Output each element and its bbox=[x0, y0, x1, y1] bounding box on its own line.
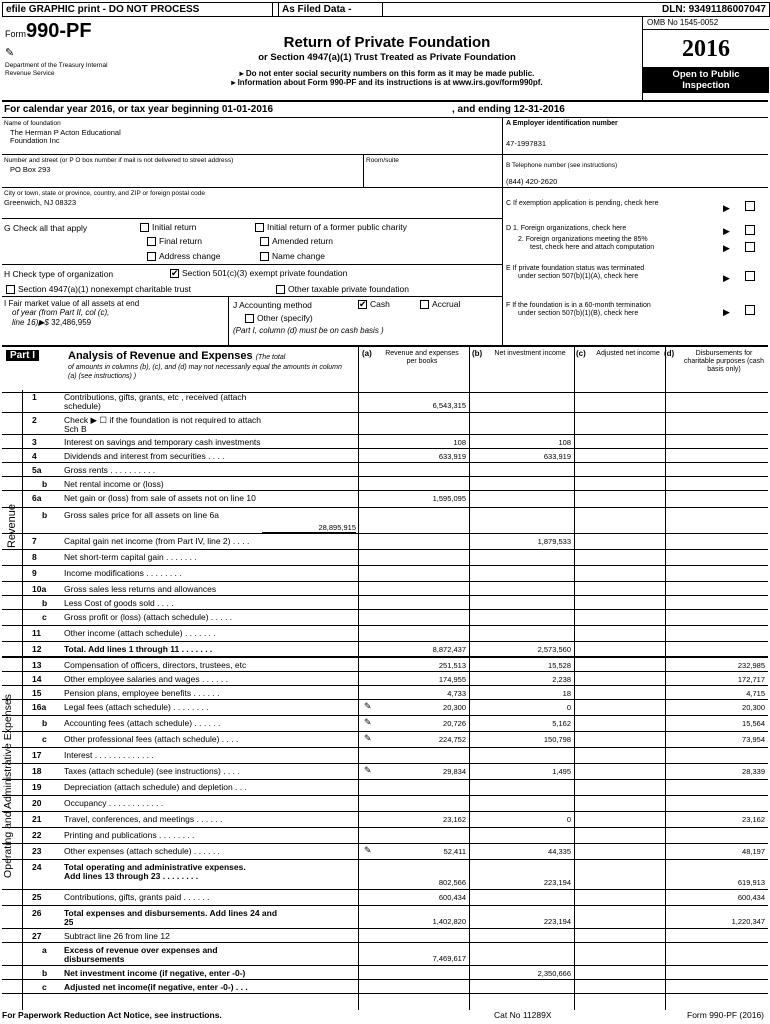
arrow-icon: ▶ bbox=[723, 243, 730, 253]
table-row bbox=[2, 686, 768, 700]
line-label: Accounting fees (attach schedule) . . . . . . bbox=[64, 718, 221, 728]
col-b-header: (b) Net investment income bbox=[472, 349, 566, 358]
cell-col-a: 52,411 bbox=[443, 847, 466, 856]
j-note: (Part I, column (d) must be on cash basis ) bbox=[233, 326, 384, 335]
line-label: Other expenses (attach schedule) . . . . . . bbox=[64, 846, 220, 856]
cell-col-d: 619,913 bbox=[737, 878, 765, 887]
line-label: Capital gain net income (from Part IV, line 2) . . . . bbox=[64, 536, 250, 546]
part1-label: Part I bbox=[6, 350, 39, 361]
line-number: 7 bbox=[32, 536, 37, 546]
line-number: 1 bbox=[32, 392, 37, 402]
line-label: Gross profit or (loss) (attach schedule) . . . . . bbox=[64, 612, 233, 622]
table-row bbox=[2, 716, 768, 732]
cell-col-b: 223,194 bbox=[543, 878, 571, 887]
line-label: Contributions, gifts, grants paid . . . . . . bbox=[64, 892, 210, 902]
table-row bbox=[2, 672, 768, 686]
line-label: Gross rents . . . . . . . . . . bbox=[64, 465, 156, 475]
line-number: 25 bbox=[32, 892, 42, 902]
form-subtitle: or Section 4947(a)(1) Trust Treated as Private Foundation bbox=[258, 52, 516, 63]
name-change-option[interactable]: Name change bbox=[260, 251, 325, 261]
part1-title: Analysis of Revenue and Expenses (The total bbox=[68, 350, 286, 362]
tax-year: 2016 bbox=[682, 36, 730, 62]
fmv-label-1: I Fair market value of all assets at end bbox=[4, 299, 140, 308]
table-row bbox=[2, 449, 768, 463]
form-header bbox=[2, 16, 768, 102]
footer bbox=[2, 1010, 768, 1020]
line-number: 4 bbox=[32, 451, 37, 461]
part1-subtitle: of amounts in columns (b), (c), and (d) may not necessarily equal the amounts in column (a) (see instructions) ) bbox=[68, 364, 342, 380]
line-label: Other employee salaries and wages . . . . . . bbox=[64, 674, 228, 684]
table-row bbox=[2, 943, 768, 966]
cell-col-d: 28,339 bbox=[742, 767, 765, 776]
line-number: c bbox=[42, 612, 47, 622]
table-row bbox=[2, 610, 768, 626]
f-label-2: under section 507(b)(1)(B), check here bbox=[518, 310, 639, 317]
table-row bbox=[2, 980, 768, 994]
form-footer-label: Form 990-PF (2016) bbox=[687, 1010, 764, 1020]
cell-col-b: 2,238 bbox=[552, 675, 571, 684]
cell-col-a: 802,566 bbox=[438, 878, 466, 887]
line-label: Gross sales less returns and allowances bbox=[64, 584, 217, 594]
attachment-icon[interactable]: ✎ bbox=[364, 845, 372, 855]
fmv-label-3: line 16)▶$ 32,486,959 bbox=[12, 318, 92, 327]
arrow-icon: ▶ bbox=[723, 273, 730, 283]
line-label: Income modifications . . . . . . . . bbox=[64, 568, 182, 578]
line-number: 8 bbox=[32, 552, 37, 562]
cell-col-d: 48,197 bbox=[742, 847, 765, 856]
line-label: Total operating and administrative expenses. bbox=[64, 862, 246, 872]
d2-label-b: test, check here and attach computation bbox=[530, 244, 655, 251]
line-number: a bbox=[42, 945, 47, 955]
line-label: Adjusted net income(if negative, enter -0-) . . . bbox=[64, 982, 248, 992]
line-number: 9 bbox=[32, 568, 37, 578]
table-row bbox=[2, 860, 768, 890]
cell-col-a: 224,752 bbox=[438, 735, 466, 744]
cell-col-b: 1,879,533 bbox=[537, 537, 571, 546]
line-number: 2 bbox=[32, 415, 37, 425]
line-label: Other professional fees (attach schedule) . . . . bbox=[64, 734, 239, 744]
line-number: 11 bbox=[32, 628, 41, 638]
form-number: Form990-PF bbox=[5, 20, 92, 42]
h-501c3-option[interactable]: ✔ Section 501(c)(3) exempt private foundation bbox=[171, 268, 348, 279]
cell-col-a: 251,513 bbox=[438, 661, 466, 670]
line-number: 23 bbox=[32, 846, 42, 856]
as-filed-label: As Filed Data - bbox=[278, 3, 383, 16]
cell-col-b: 150,798 bbox=[543, 735, 571, 744]
table-row bbox=[2, 780, 768, 796]
phone-value: (844) 420-2620 bbox=[506, 177, 558, 186]
cell-col-a: 20,726 bbox=[443, 719, 466, 728]
omb-box bbox=[642, 16, 769, 100]
table-row bbox=[2, 626, 768, 642]
ein-label: A Employer identification number bbox=[506, 120, 618, 127]
line-label: Net investment income (if negative, enter -0-) bbox=[64, 968, 246, 978]
title-block bbox=[132, 34, 642, 87]
line-number: 6a bbox=[32, 493, 42, 503]
line-label: Pension plans, employee benefits . . . . . . bbox=[64, 688, 220, 698]
cell-col-a: 20,300 bbox=[443, 703, 466, 712]
fmv-label-2: of year (from Part II, col (c), bbox=[12, 308, 110, 317]
d1-checkbox[interactable] bbox=[745, 225, 755, 235]
col-c-header: (c) Adjusted net income bbox=[576, 349, 660, 358]
line-label: Taxes (attach schedule) (see instructions) . . . . bbox=[64, 766, 240, 776]
line-label-continued: Sch B bbox=[64, 424, 87, 434]
table-row bbox=[2, 477, 768, 491]
table-row bbox=[2, 658, 768, 672]
h-other-option[interactable]: Other taxable private foundation bbox=[276, 284, 409, 294]
street-label: Number and street (or P O box number if mail is not delivered to street address) bbox=[4, 157, 234, 164]
line-label: Net rental income or (loss) bbox=[64, 479, 164, 489]
cell-col-a: 6,543,315 bbox=[432, 401, 466, 410]
table-row bbox=[2, 642, 768, 658]
street-value: PO Box 293 bbox=[10, 165, 51, 174]
line-number: b bbox=[42, 968, 48, 978]
line-number: 16a bbox=[32, 702, 47, 712]
line-number: c bbox=[42, 982, 47, 992]
line-label: Interest on savings and temporary cash investments bbox=[64, 437, 261, 447]
cash-option[interactable]: ✔ Cash bbox=[359, 299, 390, 310]
cell-col-b: 18 bbox=[562, 689, 571, 698]
line-number: 3 bbox=[32, 437, 37, 447]
line-label-continued: 25 bbox=[64, 917, 74, 927]
city-value: Greenwich, NJ 08323 bbox=[4, 198, 77, 207]
d1-label: D 1. Foreign organizations, check here bbox=[506, 225, 627, 232]
col-a-header: (a) Revenue and expenses per books bbox=[362, 349, 459, 365]
table-row bbox=[2, 906, 768, 929]
table-row bbox=[2, 844, 768, 860]
efile-label: efile GRAPHIC print - DO NOT PROCESS bbox=[3, 3, 273, 16]
attachment-icon[interactable]: ✎ bbox=[364, 733, 372, 743]
attachment-icon[interactable]: ✎ bbox=[364, 701, 372, 711]
line-number: 14 bbox=[32, 674, 42, 684]
line-number: 21 bbox=[32, 814, 42, 824]
e-checkbox[interactable] bbox=[745, 271, 755, 281]
department-label: Department of the Treasury Internal Revenue Service bbox=[5, 62, 108, 77]
ssn-notice: ▸ Do not enter social security numbers on this form as it may be made public. bbox=[239, 69, 535, 78]
foundation-name-1: The Herman P Acton Educational bbox=[10, 128, 121, 137]
table-row bbox=[2, 929, 768, 943]
fmv-value: 32,486,959 bbox=[51, 318, 92, 327]
line-number: 15 bbox=[32, 688, 42, 698]
foundation-name-2: Foundation Inc bbox=[10, 136, 60, 145]
cell-col-b: 15,528 bbox=[548, 661, 571, 670]
top-banner bbox=[2, 2, 770, 17]
line-label: Gross sales price for all assets on line 6a bbox=[64, 510, 219, 520]
public-inspection-badge: Open to Public Inspection bbox=[643, 67, 769, 93]
line-label: Travel, conferences, and meetings . . . . . . bbox=[64, 814, 223, 824]
e-label-2: under section 507(b)(1)(A), check here bbox=[518, 273, 639, 280]
cell-col-a: 4,733 bbox=[447, 689, 466, 698]
paperwork-notice: For Paperwork Reduction Act Notice, see instructions. bbox=[2, 1010, 222, 1020]
other-method-option[interactable]: Other (specify) bbox=[245, 313, 313, 323]
line-label: Interest . . . . . . . . . . . . . bbox=[64, 750, 154, 760]
form-title: Return of Private Foundation bbox=[283, 34, 491, 51]
line-label-continued: disbursements bbox=[64, 954, 125, 964]
cell-col-a: 174,955 bbox=[438, 675, 466, 684]
j-label: J Accounting method bbox=[233, 300, 312, 310]
cell-col-b: 5,162 bbox=[552, 719, 571, 728]
cell-col-a: 7,469,617 bbox=[432, 954, 466, 963]
line-number: b bbox=[42, 510, 48, 520]
cell-col-a: 29,834 bbox=[443, 767, 466, 776]
line-label: Depreciation (attach schedule) and depletion . . . bbox=[64, 782, 247, 792]
cell-col-d: 15,564 bbox=[742, 719, 765, 728]
f-checkbox[interactable] bbox=[745, 305, 755, 315]
table-row bbox=[2, 812, 768, 828]
part1-header bbox=[2, 345, 768, 393]
table-row bbox=[2, 566, 768, 582]
table-row bbox=[2, 435, 768, 449]
cell-col-a: 600,434 bbox=[438, 893, 466, 902]
line-label: Contributions, gifts, grants, etc , received (attach bbox=[64, 392, 247, 402]
table-row bbox=[2, 491, 768, 508]
cell-col-d: 4,715 bbox=[746, 689, 765, 698]
ein-value: 47-1997831 bbox=[506, 139, 547, 148]
table-row bbox=[2, 764, 768, 780]
cell-col-b: 44,335 bbox=[548, 847, 571, 856]
line-number: b bbox=[42, 479, 48, 489]
cell-col-d: 172,717 bbox=[737, 675, 765, 684]
cell-col-b: 633,919 bbox=[543, 452, 571, 461]
table-row bbox=[2, 390, 768, 413]
cell-col-d: 232,985 bbox=[737, 661, 765, 670]
cell-col-b: 0 bbox=[566, 815, 571, 824]
attachment-icon: ✎ bbox=[5, 47, 15, 59]
attachment-icon[interactable]: ✎ bbox=[364, 765, 372, 775]
line-number: 20 bbox=[32, 798, 42, 808]
table-row bbox=[2, 508, 768, 534]
line-label: Compensation of officers, directors, trustees, etc bbox=[64, 660, 247, 670]
table-row bbox=[2, 748, 768, 764]
line-label: Occupancy . . . . . . . . . . . . bbox=[64, 798, 164, 808]
cell-col-b: 1,495 bbox=[552, 767, 571, 776]
revenue-side-label: Revenue bbox=[6, 503, 18, 549]
line-label: Net short-term capital gain . . . . . . . bbox=[64, 552, 197, 562]
foundation-name-label: Name of foundation bbox=[4, 120, 61, 127]
attachment-icon[interactable]: ✎ bbox=[364, 717, 372, 727]
line-label: Legal fees (attach schedule) . . . . . . . . bbox=[64, 702, 209, 712]
omb-number: OMB No 1545-0052 bbox=[643, 16, 769, 30]
initial-return-option[interactable]: Initial return bbox=[140, 222, 196, 232]
cell-col-a: 1,595,095 bbox=[432, 494, 466, 503]
cell-col-b: 2,350,666 bbox=[537, 969, 571, 978]
cell-col-a: 23,162 bbox=[443, 815, 466, 824]
cell-col-b: 2,573,560 bbox=[537, 645, 571, 654]
line-number: 26 bbox=[32, 908, 42, 918]
table-row bbox=[2, 413, 768, 435]
gross-sales-value: 28,895,915 bbox=[262, 523, 356, 533]
line-number: 13 bbox=[32, 660, 42, 670]
line-label: Less Cost of goods sold . . . . bbox=[64, 598, 174, 608]
table-row bbox=[2, 550, 768, 566]
calendar-year-line bbox=[4, 104, 768, 115]
calendar-end: , and ending 12-31-2016 bbox=[452, 104, 565, 115]
arrow-icon: ▶ bbox=[723, 226, 730, 236]
table-row bbox=[2, 796, 768, 812]
line-label-continued: schedule) bbox=[64, 401, 101, 411]
table-row bbox=[2, 828, 768, 844]
cat-number: Cat No 11289X bbox=[494, 1010, 552, 1020]
info-notice[interactable]: ▸ Information about Form 990-PF and its instructions is at www.irs.gov/form990pf. bbox=[231, 78, 543, 87]
line-number: 12 bbox=[32, 644, 42, 654]
line-label: Net gain or (loss) from sale of assets not on line 10 bbox=[64, 493, 256, 503]
cell-col-d: 1,220,347 bbox=[731, 917, 765, 926]
cell-col-b: 223,194 bbox=[543, 917, 571, 926]
arrow-icon: ▶ bbox=[723, 307, 730, 317]
line-number: c bbox=[42, 734, 47, 744]
line-label-continued: Add lines 13 through 23 . . . . . . . . bbox=[64, 871, 199, 881]
dln-label: DLN: 93491186007047 bbox=[662, 4, 766, 15]
cell-col-a: 1,402,820 bbox=[432, 917, 466, 926]
line-number: 22 bbox=[32, 830, 42, 840]
cell-col-d: 20,300 bbox=[742, 703, 765, 712]
h-4947-option[interactable]: Section 4947(a)(1) nonexempt charitable trust bbox=[6, 284, 191, 294]
line-label: Check ▶ ☐ if the foundation is not required to attach bbox=[64, 415, 262, 425]
cell-col-d: 73,954 bbox=[742, 735, 765, 744]
cell-col-a: 633,919 bbox=[438, 452, 466, 461]
city-label: City or town, state or province, country, and ZIP or foreign postal code bbox=[4, 190, 205, 197]
table-row bbox=[2, 463, 768, 477]
address-change-option[interactable]: Address change bbox=[147, 251, 220, 261]
g-label: G Check all that apply bbox=[4, 223, 88, 233]
table-row bbox=[2, 596, 768, 610]
line-label: Subtract line 26 from line 12 bbox=[64, 931, 170, 941]
table-row bbox=[2, 890, 768, 906]
c-checkbox[interactable] bbox=[745, 201, 755, 211]
cell-col-a: 8,872,437 bbox=[432, 645, 466, 654]
d2-label-a: 2. Foreign organizations meeting the 85% bbox=[518, 236, 648, 243]
final-return-option[interactable]: Final return bbox=[147, 236, 202, 246]
table-row bbox=[2, 732, 768, 748]
line-label: Dividends and interest from securities . . . . bbox=[64, 451, 225, 461]
amended-return-option[interactable]: Amended return bbox=[260, 236, 333, 246]
table-row bbox=[2, 534, 768, 550]
cell-col-b: 108 bbox=[558, 438, 571, 447]
c-label: C If exemption application is pending, check here bbox=[506, 200, 659, 207]
cell-col-d: 600,434 bbox=[737, 893, 765, 902]
cell-col-a: 108 bbox=[453, 438, 466, 447]
initial-return-former-option[interactable]: Initial return of a former public charity bbox=[255, 222, 407, 232]
line-number: 27 bbox=[32, 931, 42, 941]
accrual-option[interactable]: Accrual bbox=[420, 299, 460, 309]
line-number: b bbox=[42, 718, 48, 728]
line-label: Excess of revenue over expenses and bbox=[64, 945, 218, 955]
line-number: 24 bbox=[32, 862, 42, 872]
line-number: 10a bbox=[32, 584, 47, 594]
line-label: Total. Add lines 1 through 11 . . . . . . . bbox=[64, 644, 213, 654]
table-row bbox=[2, 966, 768, 980]
table-row bbox=[2, 700, 768, 716]
line-number: 17 bbox=[32, 750, 42, 760]
calendar-begin: For calendar year 2016, or tax year beginning 01-01-2016 bbox=[4, 104, 274, 115]
line-number: b bbox=[42, 598, 48, 608]
line-label: Printing and publications . . . . . . . . bbox=[64, 830, 195, 840]
line-number: 5a bbox=[32, 465, 42, 475]
line-number: 18 bbox=[32, 766, 42, 776]
cell-col-b: 0 bbox=[566, 703, 571, 712]
table-row bbox=[2, 582, 768, 596]
d2-checkbox[interactable] bbox=[745, 242, 755, 252]
cell-col-d: 23,162 bbox=[742, 815, 765, 824]
h-label: H Check type of organization bbox=[4, 269, 114, 279]
room-label: Room/suite bbox=[366, 157, 399, 164]
line-label: Other income (attach schedule) . . . . . . . bbox=[64, 628, 216, 638]
line-number: 19 bbox=[32, 782, 42, 792]
arrow-icon: ▶ bbox=[723, 203, 730, 213]
phone-label: B Telephone number (see instructions) bbox=[506, 162, 618, 169]
e-label-1: E If private foundation status was terminated bbox=[506, 265, 645, 272]
col-d-header: (d) Disbursements for charitable purposes (cash basis only) bbox=[664, 349, 765, 373]
f-label-1: F If the foundation is in a 60-month termination bbox=[506, 302, 651, 309]
expenses-side-label: Operating and Administrative Expenses bbox=[2, 694, 14, 878]
line-label: Total expenses and disbursements. Add lines 24 and bbox=[64, 908, 278, 918]
